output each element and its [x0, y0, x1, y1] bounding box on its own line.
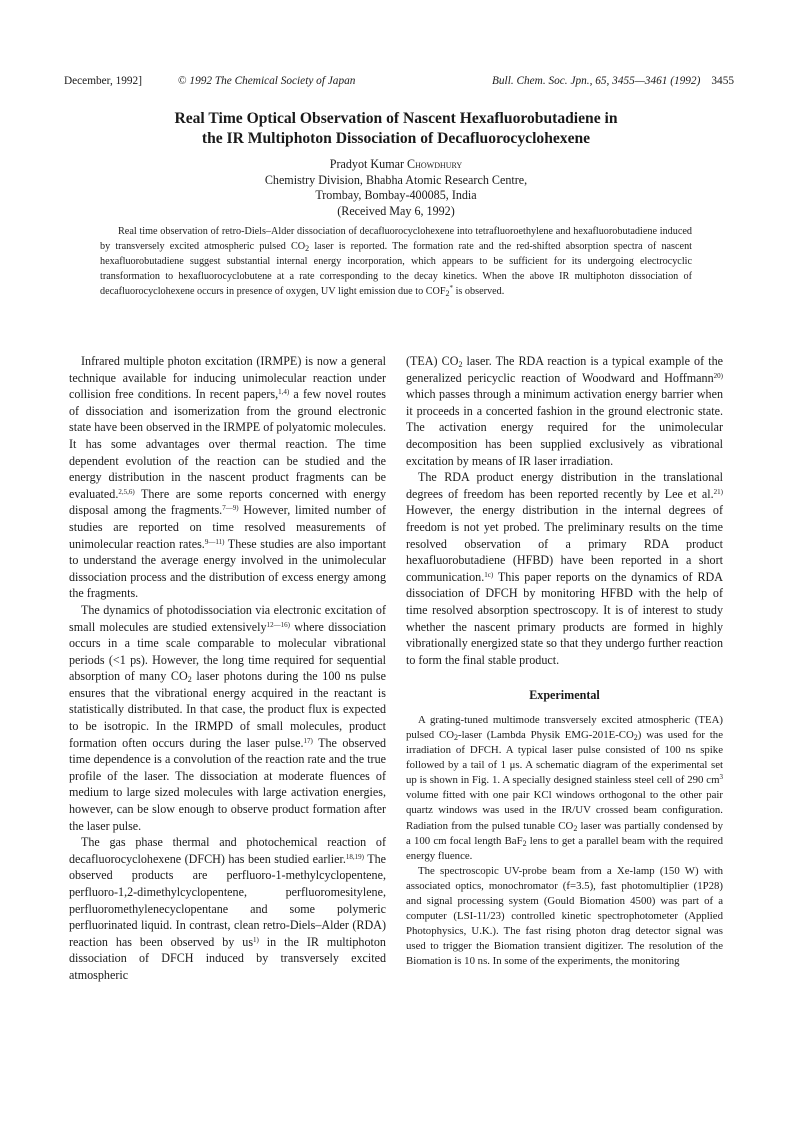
author-block	[60, 157, 732, 219]
header-journal-citation: Bull. Chem. Soc. Jpn., 65, 3455—3461 (1992)	[492, 75, 701, 87]
right-column	[406, 353, 723, 969]
running-header	[64, 73, 734, 89]
received-date: (Received May 6, 1992)	[337, 203, 455, 218]
section-heading-experimental: Experimental	[529, 688, 600, 703]
copyright-symbol: ©	[178, 75, 187, 87]
header-page-number: 3455	[711, 75, 734, 87]
experimental-paragraph-1: A grating-tuned multimode transversely excited atmospheric (TEA) pulsed $CO_2$-laser (Lambda Physik EMG-$201E-CO_2$) was used for the irradiation of DFCH. A typical laser pulse consisted of 100 ns spike followed by a tail of 1 μs. A schematic diagram of the experimental set up is shown in Fig. 1. A specially designed stainless steel cell of 290 $cm^3$ volume fitted with one pair KCl windows orthogonal to the other pair quartz windows was used in the IR/UV crossed beam configuration. Radiation from the pulsed tunable $CO_2$ laser was partially condensed by a 100 cm focal length BaF$_2$ lens to get a parallel beam with the required energy fluence.	[406, 713, 724, 862]
header-copyright	[178, 73, 355, 89]
affiliation-line-1: Chemistry Division, Bhabha Atomic Research Centre,	[264, 172, 528, 187]
experimental-section	[406, 713, 723, 970]
experimental-paragraph-2: The spectroscopic UV-probe beam from a Xe-lamp (150 W) with associated optics, monochromator (f=3.5), fast photomultiplier (1P28) and signal processing system (Gould Biomation 4500) was part of a computer (LSI-11/23) controlled kinetic spectrophotometer (Applied Photophysics, U.K.). The fast rising photon drag detector signal was used to trigger the Biomation transient digitizer. The resolution of the Biomation is 10 ns. In some of the experiments, the monitoring	[406, 864, 723, 968]
header-date: December, 1992]	[64, 75, 142, 87]
author-family-name: Chowdhury	[407, 157, 463, 171]
article-title	[60, 109, 732, 149]
intro-paragraph-4: The RDA product energy distribution in the translational degrees of freedom has been reported recently by Lee et al.$^{21)}$ However, the energy distribution in the internal degrees of freedom is not yet probed. The preliminary results on the time resolved observation of a primary RDA product hexafluorobutadiene (HFBD) have been reported in a short communication.$^{1c)}$ This paper reports on the dynamics of RDA dissociation of DFCH by monitoring HFBD with the help of time resolved absorption spectroscopy. It is of interest to study whether the nascent primary products are formed in highly vibrationally energized state so that they undergo further reaction to form the final stable product.	[406, 470, 723, 667]
left-column	[69, 353, 386, 984]
intro-paragraph-1: Infrared multiple photon excitation (IRMPE) is now a general technique available for inducing unimolecular reaction under collision free conditions. In recent papers,$^{1,4)}$ a few novel routes of dissociation and isomerization from the ground electronic state have been observed in the IRMPE of polyatomic molecules. It has some advantages over thermal reaction. The time dependent evolution of the reaction can be studied and the energy distribution in the nascent product fragments can be evaluated.$^{2,5,6)}$ There are some reports concerned with energy disposal among the fragments.$^{7—9)}$ However, limited number of studies are reported on time resolved measurements of unimolecular reaction rates.$^{9—11)}$ These studies are also important to understand the average energy involved in the unimolecular dissociation process and the distribution of excess energy among the fragments.	[69, 354, 386, 601]
abstract: Real time observation of retro-Diels–Alder dissociation of decafluorocyclohexene into tetrafluoroethylene and hexafluorobutadiene induced by transversely excited atmospheric pulsed $CO_2$ laser is reported. The formation rate and the red-shifted absorption spectra of nascent hexafluorobutadiene suggest substantial internal energy incorporation, which appears to be sufficient for its undergoing electrocyclic transformation to hexafluorocyclobutene at a rate corresponding to the decay kinetics. When the above IR multiphoton dissociation of decafluorocyclohexene occurs in presence of oxygen, UV light emission due to $COF_2^*$ is observed.	[100, 226, 692, 299]
copyright-text: 1992 The Chemical Society of Japan	[189, 75, 356, 87]
title-line-2: the IR Multiphoton Dissociation of Decafluorocyclohexene	[201, 130, 591, 147]
intro-paragraph-3: The gas phase thermal and photochemical reaction of decafluorocyclohexene (DFCH) has been studied earlier.$^{18,19)}$ The observed products are perfluoro-1-methylcyclopentene, perfluoro-1,2-dimethylcyclopentene, perfluoromesitylene, perfluoromethylenecyclopentane and some polymeric perfluorinated liquid. In contrast, clean retro-Diels–Alder (RDA) reaction has been observed by $us^{1)}$ in the IR multiphoton dissociation of DFCH induced by transversely excited atmospheric	[69, 835, 386, 982]
author-given-name: Pradyot Kumar	[329, 157, 404, 171]
intro-paragraph-2: The dynamics of photodissociation via electronic excitation of small molecules are studied extensively$^{12—16)}$ where dissociation occurs in a time scale comparable to molecular vibrational periods (<1 ps). However, the long time required for sequential absorption of many $CO_2$ laser photons during the 100 ns pulse ensures that the vibrational energy acquired in the reactant is statistically distributed. In that case, the product flux is expected to be isotropic. In the IRMPD of small molecules, product formation often occurs during the laser pulse.$^{17)}$ The observed time dependence is a convolution of the reaction rate and the true profile of the laser. The dissociation at moderate fluences of medium to large sized molecules with large activation energies, however, can be slow enough to observe product formation after the laser pulse.	[69, 602, 386, 833]
author-name	[60, 157, 732, 173]
title-line-1: Real Time Optical Observation of Nascent Hexafluorobutadiene in	[174, 110, 618, 127]
affiliation-line-2: Trombay, Bombay-400085, India	[315, 188, 477, 203]
intro-paragraph-3-continued: (TEA) $CO_2$ laser. The RDA reaction is a typical example of the generalized pericyclic reaction of Woodward and Hoffmann$^{20)}$ which passes through a minimum activation energy barrier when it proceeds in a concerted fashion in the ground electronic state. The activation energy required for the unimolecular decomposition has been supplied exclusively as vibrational excitation by means of IR laser irradiation.	[406, 354, 723, 468]
